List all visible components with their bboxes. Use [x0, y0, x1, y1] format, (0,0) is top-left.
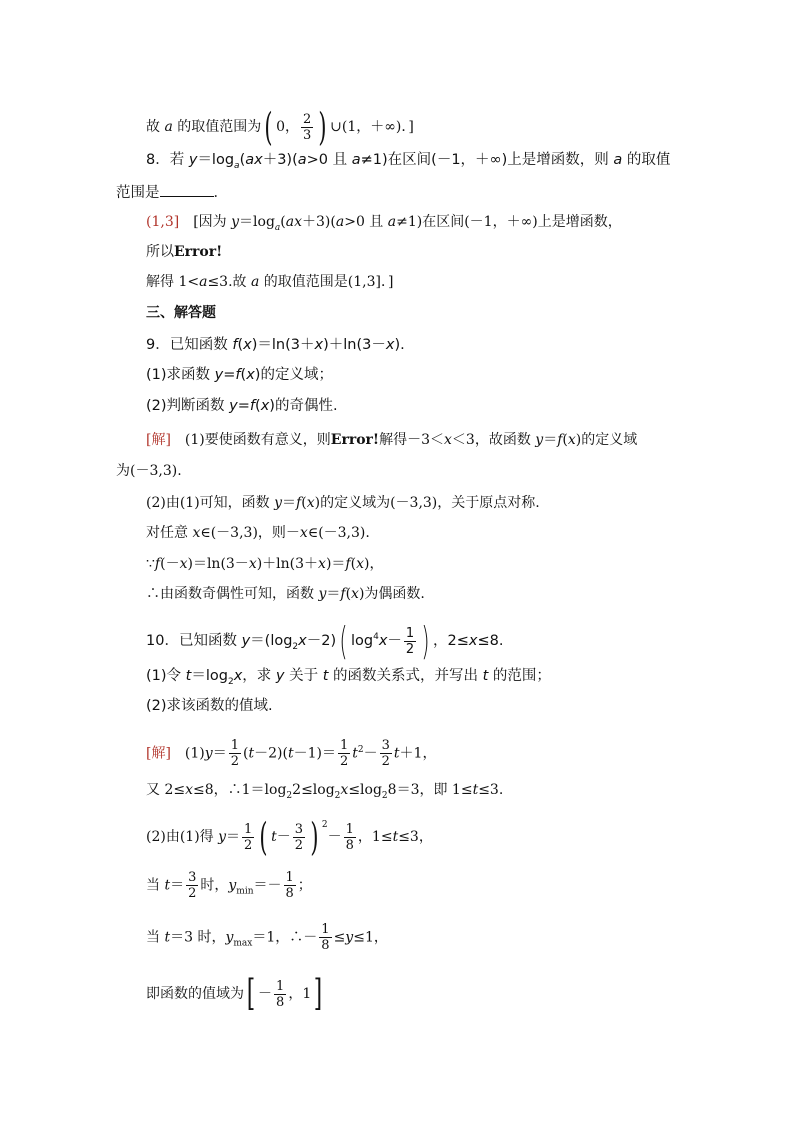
section-heading: 三、解答题 — [146, 305, 216, 321]
fraction: $\frac{2}{3}$ — [303, 111, 312, 143]
text-line: (2)判断函数 y=f(x)的奇偶性. — [146, 398, 338, 414]
fraction: $\frac{1}{2}$ — [230, 738, 239, 769]
fraction: $\frac{1}{8}$ — [285, 870, 294, 901]
left-paren-large: ( — [339, 619, 348, 663]
right-paren-large: ) — [318, 105, 327, 149]
text-line: (2)求该函数的值域. — [146, 698, 273, 714]
fraction: $\frac{1}{8}$ — [345, 821, 354, 853]
text-line: (2)由(1)得 y＝ $\frac{1}{2}$ ( t－ $\frac{3}{2}$ ) $^2$－ $\frac{1}{8}$ ，1≤t≤3， — [146, 815, 433, 859]
question-9: 9．已知函数 f(x)＝ln(3＋x)＋ln(3－x). — [146, 337, 405, 353]
text-line: 为(－3,3). — [116, 463, 182, 479]
text-line: 当 t＝3 时，$y_{max}=1$，∴－ $\frac{1}{8}$ ≤y≤1， — [146, 922, 388, 953]
answer-8: (1,3] [因为 $y=\log_a(ax+3)(a>0$ 且 a≠1)在区间(－1，＋∞)上是增函数， — [146, 214, 622, 233]
text-line: (1)求函数 y=f(x)的定义域； — [146, 367, 333, 383]
text-line: 又 2≤x≤8，$\therefore 1=\log_22\le\log_2x\le\log_28=3$，即 1≤t≤3. — [146, 782, 504, 801]
fraction: $\frac{1}{8}$ — [276, 978, 285, 1010]
text-line: 所以Error! — [146, 244, 223, 260]
left-paren-large: ( — [259, 815, 268, 859]
text-line: 解得 1<a≤3.故 a 的取值范围是(1,3]．] — [146, 274, 394, 290]
right-paren-large: ) — [310, 815, 319, 859]
fraction: $\frac{1}{2}$ — [405, 625, 415, 657]
text-line: 当 t＝ $\frac{3}{2}$ 时，$y_{min}=-$ $\frac{1}{8}$ ； — [146, 870, 312, 901]
fraction: $\frac{3}{2}$ — [294, 821, 304, 853]
text-line: (2)由(1)可知，函数 y＝f(x)的定义域为(－3,3)，关于原点对称. — [146, 495, 540, 511]
text-line: (1)令 $t=\log_2x$，求 y 关于 t 的函数关系式，并写出 t 的范围； — [146, 668, 551, 687]
answer-blank — [160, 182, 214, 197]
fraction: $\frac{3}{2}$ — [188, 870, 197, 901]
text-line: ∴由函数奇偶性可知，函数 y＝f(x)为偶函数. — [146, 586, 425, 602]
fraction: $\frac{3}{2}$ — [381, 738, 390, 769]
text-line: 范围是 ． — [116, 182, 228, 203]
left-bracket-large: [ — [246, 973, 256, 1014]
text-line: ∵f(－x)＝ln(3－x)＋ln(3＋x)＝f(x)， — [146, 556, 384, 572]
fraction: $\frac{1}{2}$ — [244, 821, 253, 853]
question-10: 10．已知函数 $y=(\log_2x-2)$( $\log^4x-$ $\frac{1}{2}$ ) ，2≤x≤8. — [146, 619, 504, 663]
fraction: $\frac{1}{8}$ — [321, 922, 330, 953]
answer-10: [解] (1)y＝ $\frac{1}{2}$ (t－2)(t－1)＝ $\frac{1}{2}$ $t^2-$ $\frac{3}{2}$ t＋1， — [146, 738, 437, 769]
fraction: $\frac{1}{2}$ — [339, 738, 349, 769]
question-8: 8．若 $y=\log_a(ax+3)(a>0$ 且 a≠1)在区间(－1，＋∞)上是增函数，则 a 的取值 — [146, 152, 671, 171]
text-line: 对任意 x∈(－3,3)，则－x∈(－3,3). — [146, 525, 370, 541]
text-line: 故 a 的取值范围为( 0， $\frac{2}{3}$ ) ∪(1，＋∞)．] — [146, 105, 414, 149]
right-bracket-large: ] — [314, 973, 323, 1014]
answer-9: [解] (1)要使函数有意义，则Error!解得－3＜x＜3，故函数 y＝f(x)的定义域 — [146, 432, 638, 448]
left-paren-large: ( — [264, 105, 273, 149]
right-paren-large: ) — [421, 619, 430, 663]
text-line: 即函数的值域为[ － $\frac{1}{8}$ ，1] — [146, 973, 323, 1014]
